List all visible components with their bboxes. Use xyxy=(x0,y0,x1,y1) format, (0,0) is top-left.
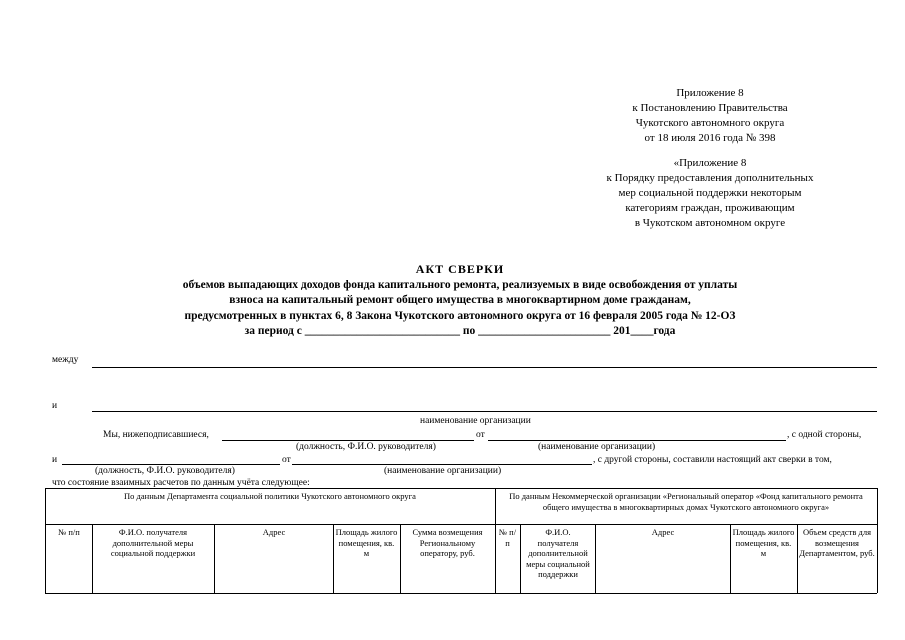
one-side-label: , с одной стороны, xyxy=(787,430,862,440)
and-label: и xyxy=(52,401,58,411)
state-text: что состояние взаимных расчетов по данным учёта следующее: xyxy=(52,478,310,488)
col-header: Адрес xyxy=(262,527,286,537)
table-middle-divider xyxy=(495,488,496,593)
org-caption: наименование организации xyxy=(420,416,531,426)
from-label: от xyxy=(476,430,485,440)
col-header: Адрес xyxy=(651,527,675,537)
appendix-line: в Чукотском автономном округе xyxy=(634,217,786,229)
org-field-2[interactable] xyxy=(292,464,592,465)
position-caption: (должность, Ф.И.О. руководителя) xyxy=(296,442,436,452)
col-header: Сумма возмещения Региональному оператору, руб. xyxy=(412,527,483,558)
appendix-line: Приложение 8 xyxy=(676,87,744,99)
col-header: № п/п xyxy=(58,527,80,537)
col-header: № п/п xyxy=(498,527,517,548)
table-header-divider xyxy=(45,524,877,525)
col-header: Площадь жилого помещения, кв. м xyxy=(335,527,398,558)
col-divider xyxy=(214,524,215,593)
appendix-line: «Приложение 8 xyxy=(673,157,747,169)
appendix-block-2 xyxy=(560,156,860,231)
position-caption-2: (должность, Ф.И.О. руководителя) xyxy=(95,466,235,476)
appendix-line: к Постановлению Правительства xyxy=(632,102,788,114)
right-group-header: По данным Некоммерческой организации «Региональный оператор «Фонд капитального ремонта общего имущества в многоквартирных домах Чукотского автономного округа» xyxy=(509,491,863,512)
col-divider xyxy=(520,524,521,593)
appendix-line: категориям граждан, проживающим xyxy=(625,202,795,214)
table-border-top xyxy=(45,488,877,489)
we-signed-label: Мы, нижеподписавшиеся, xyxy=(103,430,209,440)
table-border-right xyxy=(877,488,878,593)
position-field-1[interactable] xyxy=(222,440,474,441)
col-header: Площадь жилого помещения, кв. м xyxy=(732,527,795,558)
col-header: Ф.И.О. получателя дополнительной меры социальной поддержки xyxy=(526,527,590,579)
title-line: за период с ___________________________ по _______________________ 201____года xyxy=(244,325,676,337)
position-field-2[interactable] xyxy=(62,464,280,465)
from2-label: от xyxy=(282,455,291,465)
appendix-line: мер социальной поддержки некоторым xyxy=(618,187,802,199)
appendix-line: Чукотского автономного округа xyxy=(635,117,785,129)
col-divider xyxy=(730,524,731,593)
document-title xyxy=(100,262,820,340)
and2-label: и xyxy=(52,455,58,465)
title-line: объемов выпадающих доходов фонда капитального ремонта, реализуемых в виде освобождения от уплаты xyxy=(182,278,738,291)
col-divider xyxy=(595,524,596,593)
other-side-label: , с другой стороны, составили настоящий акт сверки в том, xyxy=(593,455,832,465)
left-group-header: По данным Департамента социальной политики Чукотского автономного округа xyxy=(124,491,416,501)
appendix-line: от 18 июля 2016 года № 398 xyxy=(644,132,776,144)
table-border-bottom xyxy=(45,593,877,594)
appendix-block-1 xyxy=(560,86,860,146)
col-header: Ф.И.О. получателя дополнительной меры социальной поддержки xyxy=(110,527,196,558)
appendix-line: к Порядку предоставления дополнительных xyxy=(606,172,814,184)
between-label: между xyxy=(52,355,79,365)
col-divider xyxy=(92,524,93,593)
title-main: АКТ СВЕРКИ xyxy=(415,262,505,276)
between-field[interactable] xyxy=(92,367,877,368)
col-header: Объем средств для возмещения Департаментом, руб. xyxy=(799,527,875,558)
col-divider xyxy=(400,524,401,593)
col-divider xyxy=(333,524,334,593)
title-line: взноса на капитальный ремонт общего имущества в многоквартирном доме гражданам, xyxy=(229,294,691,306)
table-border-left xyxy=(45,488,46,593)
and-field[interactable] xyxy=(92,411,877,412)
col-divider xyxy=(797,524,798,593)
title-line: предусмотренных в пунктах 6, 8 Закона Чукотского автономного округа от 16 февраля 2005 года № 12-ОЗ xyxy=(184,309,736,322)
org-caption-3: (наименование организации) xyxy=(384,466,502,476)
org-field-1[interactable] xyxy=(488,440,786,441)
org-caption-2: (наименование организации) xyxy=(538,442,656,452)
